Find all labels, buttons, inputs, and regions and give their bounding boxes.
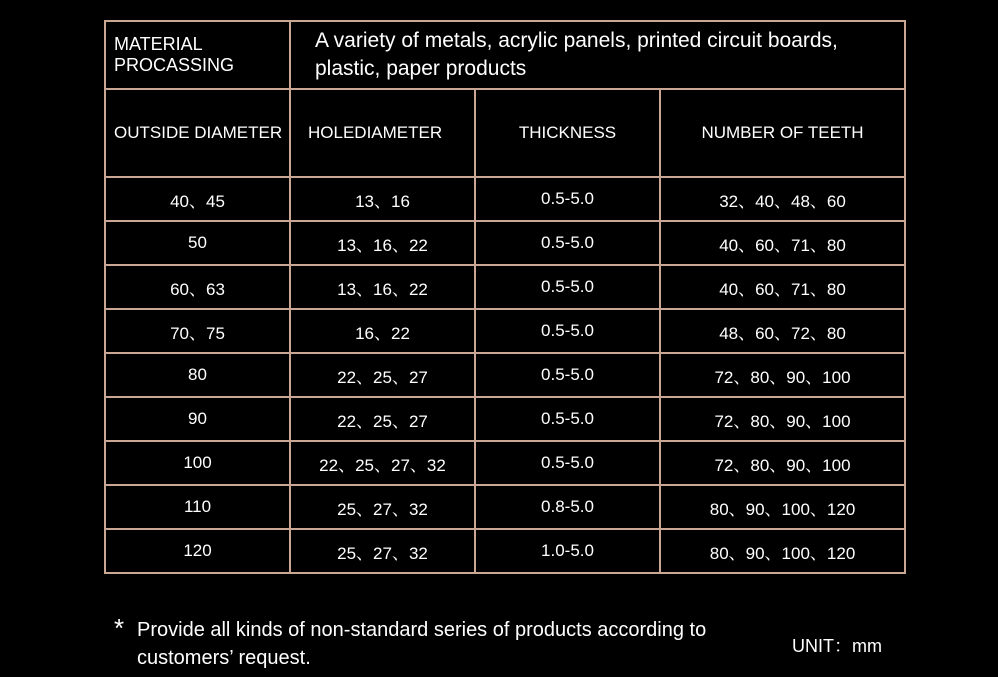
cell-outside-diameter: 90 xyxy=(105,397,290,441)
cell-hole-diameter: 22、25、27 xyxy=(290,353,475,397)
column-header-number-of-teeth: NUMBER OF TEETH xyxy=(660,89,905,177)
table-row xyxy=(105,529,905,573)
material-description: A variety of metals, acrylic panels, printed circuit boards, plastic, paper products xyxy=(290,21,905,89)
asterisk-marker: * xyxy=(114,613,125,643)
cell-number-of-teeth: 80、90、100、120 xyxy=(660,529,905,573)
cell-outside-diameter: 50 xyxy=(105,221,290,265)
table-row xyxy=(105,397,905,441)
cell-hole-diameter: 25、27、32 xyxy=(290,529,475,573)
table-row xyxy=(105,353,905,397)
cell-outside-diameter: 60、63 xyxy=(105,265,290,309)
cell-number-of-teeth: 72、80、90、100 xyxy=(660,353,905,397)
cell-hole-diameter: 22、25、27、32 xyxy=(290,441,475,485)
cell-number-of-teeth: 72、80、90、100 xyxy=(660,441,905,485)
footnote-text: Provide all kinds of non-standard series of products according to customers’ request. xyxy=(137,619,707,669)
column-header-thickness: THICKNESS xyxy=(475,89,660,177)
table-row xyxy=(105,265,905,309)
cell-hole-diameter: 16、22 xyxy=(290,309,475,353)
material-row xyxy=(105,21,905,89)
material-label: MATERIAL PROCASSING xyxy=(105,21,290,89)
cell-thickness: 0.8-5.0 xyxy=(475,485,660,529)
cell-outside-diameter: 100 xyxy=(105,441,290,485)
cell-hole-diameter: 25、27、32 xyxy=(290,485,475,529)
cell-number-of-teeth: 40、60、71、80 xyxy=(660,221,905,265)
table-row xyxy=(105,309,905,353)
cell-thickness: 0.5-5.0 xyxy=(475,265,660,309)
column-header-hole-diameter: HOLEDIAMETER xyxy=(290,89,475,177)
cell-thickness: 0.5-5.0 xyxy=(475,397,660,441)
cell-hole-diameter: 13、16、22 xyxy=(290,221,475,265)
cell-hole-diameter: 13、16 xyxy=(290,177,475,221)
unit-label: UNIT：mm xyxy=(792,636,882,656)
cell-number-of-teeth: 80、90、100、120 xyxy=(660,485,905,529)
column-header-outside-diameter: OUTSIDE DIAMETER xyxy=(105,89,290,177)
table-row xyxy=(105,485,905,529)
cell-thickness: 0.5-5.0 xyxy=(475,177,660,221)
cell-hole-diameter: 22、25、27 xyxy=(290,397,475,441)
cell-thickness: 0.5-5.0 xyxy=(475,309,660,353)
cell-number-of-teeth: 72、80、90、100 xyxy=(660,397,905,441)
table-row xyxy=(105,441,905,485)
cell-outside-diameter: 110 xyxy=(105,485,290,529)
column-header-row xyxy=(105,89,905,177)
table-row xyxy=(105,221,905,265)
cell-thickness: 0.5-5.0 xyxy=(475,441,660,485)
cell-number-of-teeth: 40、60、71、80 xyxy=(660,265,905,309)
cell-number-of-teeth: 32、40、48、60 xyxy=(660,177,905,221)
cell-thickness: 0.5-5.0 xyxy=(475,353,660,397)
table-row xyxy=(105,177,905,221)
cell-thickness: 0.5-5.0 xyxy=(475,221,660,265)
cell-outside-diameter: 120 xyxy=(105,529,290,573)
spec-table xyxy=(104,20,906,574)
cell-outside-diameter: 70、75 xyxy=(105,309,290,353)
cell-outside-diameter: 80 xyxy=(105,353,290,397)
cell-thickness: 1.0-5.0 xyxy=(475,529,660,573)
cell-number-of-teeth: 48、60、72、80 xyxy=(660,309,905,353)
cell-hole-diameter: 13、16、22 xyxy=(290,265,475,309)
footnote xyxy=(114,613,774,672)
cell-outside-diameter: 40、45 xyxy=(105,177,290,221)
